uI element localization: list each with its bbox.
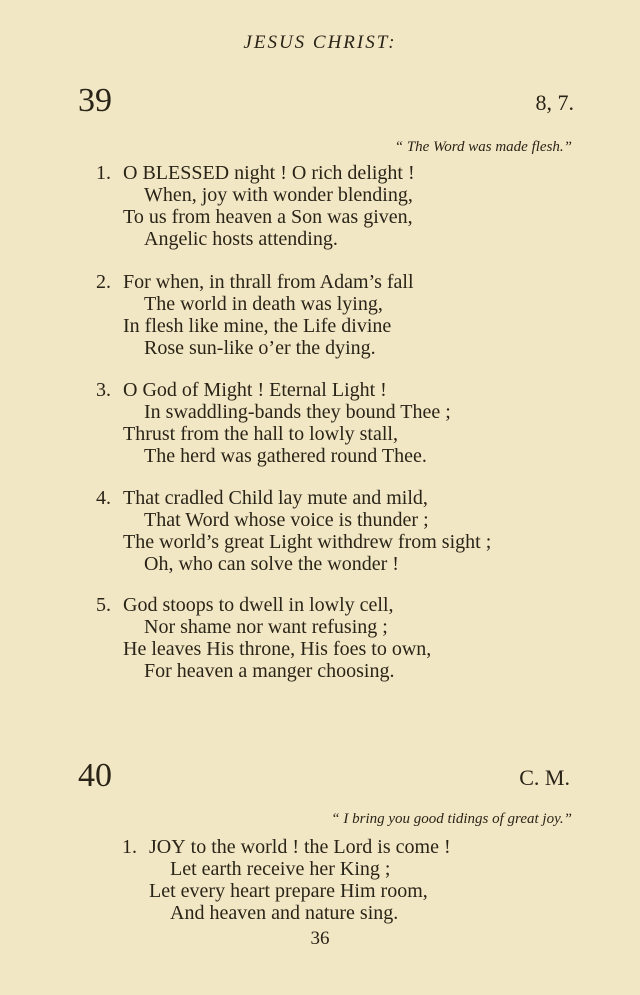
verse-number: 3.: [96, 379, 111, 401]
verse-line: Oh, who can solve the wonder !: [144, 553, 399, 575]
verse-line: The herd was gathered round Thee.: [144, 445, 427, 467]
verse: [96, 379, 451, 467]
verse-line-first: [122, 836, 451, 858]
verse-line: In flesh like mine, the Life divine: [123, 315, 392, 337]
verse: [96, 594, 431, 682]
verse-line-first: [96, 487, 491, 509]
verse-line: Thrust from the hall to lowly stall,: [123, 423, 398, 445]
verse-number: 4.: [96, 487, 111, 509]
hymn-number: 40: [78, 757, 112, 794]
verse: [122, 836, 451, 924]
hymn-meter: 8, 7.: [535, 90, 574, 115]
hymn-epigraph: “ I bring you good tidings of great joy.”: [331, 811, 572, 827]
verse-first-rest: to the world ! the Lord is come !: [185, 836, 451, 858]
verse-first-rest: That cradled Child lay mute and mild,: [123, 487, 428, 509]
verse-number: 2.: [96, 271, 111, 293]
verse: [96, 271, 414, 359]
verse-line: And heaven and nature sing.: [170, 902, 399, 924]
verse-first-word: JOY: [149, 836, 186, 858]
hymn-number: 39: [78, 82, 112, 119]
page-number: 36: [310, 928, 330, 949]
verse-first-rest: God stoops to dwell in lowly cell,: [123, 594, 394, 616]
verse-line: He leaves His throne, His foes to own,: [123, 638, 432, 660]
verse-line: The world’s great Light withdrew from sight ;: [123, 531, 492, 553]
verse: [96, 487, 491, 575]
verse-line: Nor shame nor want refusing ;: [144, 616, 388, 638]
verse-line-first: [96, 271, 414, 293]
verse-line: Angelic hosts attending.: [144, 228, 338, 250]
verse-number: 1.: [122, 836, 137, 858]
verse-first-rest: For when, in thrall from Adam’s fall: [123, 271, 414, 293]
verse-line-first: [96, 162, 415, 184]
verse-line: Rose sun-like o’er the dying.: [144, 337, 376, 359]
hymn-epigraph: “ The Word was made flesh.”: [394, 139, 572, 155]
verse-line: To us from heaven a Son was given,: [123, 206, 413, 228]
verse-line: When, joy with wonder blending,: [144, 184, 413, 206]
verse-line: That Word whose voice is thunder ;: [144, 509, 429, 531]
verse-first-word: O BLESSED: [123, 162, 230, 184]
verse-line-first: [96, 594, 431, 616]
running-header: JESUS CHRIST:: [243, 32, 397, 53]
verse-line: For heaven a manger choosing.: [144, 660, 395, 682]
hymn-meter: C. M.: [519, 765, 570, 790]
verse-line: The world in death was lying,: [144, 293, 383, 315]
verse: [96, 162, 415, 250]
verse-line-first: [96, 379, 451, 401]
verse-line: Let every heart prepare Him room,: [149, 880, 428, 902]
verse-number: 1.: [96, 162, 111, 184]
verse-first-rest: O God of Might ! Eternal Light !: [123, 379, 387, 401]
verse-line: In swaddling-bands they bound Thee ;: [144, 401, 451, 423]
verse-number: 5.: [96, 594, 111, 616]
verse-line: Let earth receive her King ;: [170, 858, 391, 880]
verse-first-rest: night ! O rich delight !: [229, 162, 415, 184]
